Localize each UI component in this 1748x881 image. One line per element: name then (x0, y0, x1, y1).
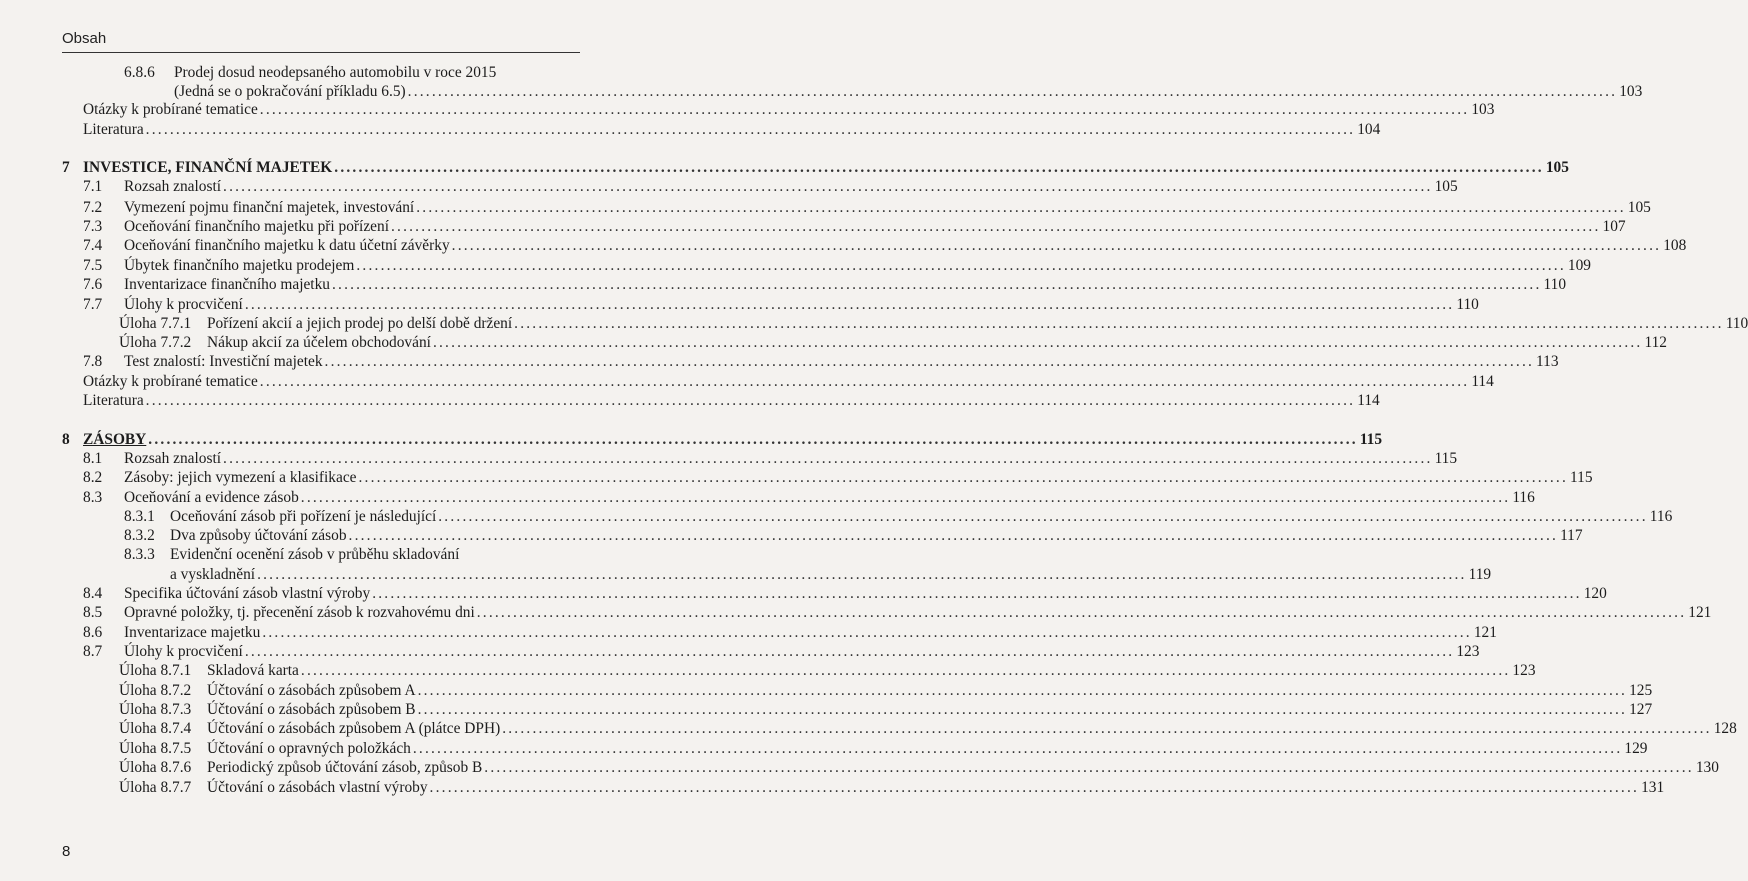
toc-entry (83, 101, 1495, 119)
dot-leader: ........................................................................................................................................................................................................ (484, 759, 1694, 776)
toc-entry (124, 508, 1673, 526)
toc-entry-number: Úloha 8.7.1 (119, 662, 192, 679)
toc-entry (119, 740, 1648, 758)
toc-entry-title: Účtování o zásobách vlastní výroby (207, 779, 428, 796)
toc-entry-number: 8.5 (83, 604, 103, 621)
dot-leader: ........................................................................................................................................................................................................ (334, 159, 1544, 176)
toc-entry-title: Účtování o opravných položkách (207, 740, 411, 757)
toc-entry-page: 120 (1583, 585, 1607, 602)
toc-entry-number: 7.6 (83, 276, 103, 293)
toc-entry-number: 8.3.1 (124, 508, 155, 525)
toc-entry-title: Otázky k probírané tematice (83, 101, 258, 118)
toc-entry-title: Inventarizace finančního majetku (124, 276, 330, 293)
toc-entry-title: Evidenční ocenění zásob v průběhu skladování (170, 546, 460, 563)
dot-leader: ........................................................................................................................................................................................................ (417, 682, 1628, 699)
toc-entry-page: 113 (1536, 353, 1559, 370)
toc-entry-title: Úlohy k procvičení (124, 296, 243, 313)
toc-entry-title: Úlohy k procvičení (124, 643, 243, 660)
toc-entry (62, 431, 1383, 449)
toc-entry-number: 7 (62, 159, 70, 176)
toc-entry (83, 353, 1559, 371)
dot-leader: ........................................................................................................................................................................................................ (223, 178, 1433, 195)
toc-entry (83, 604, 1712, 622)
toc-entry-number: 8.1 (83, 450, 103, 467)
toc-entry-number: Úloha 8.7.3 (119, 701, 192, 718)
dot-leader: ........................................................................................................................................................................................................ (145, 121, 1356, 138)
toc-entry-title: Specifika účtování zásob vlastní výroby (124, 585, 371, 602)
dot-leader: ........................................................................................................................................................................................................ (300, 489, 1511, 506)
toc-entry (83, 237, 1687, 255)
toc-entry-number: 8.4 (83, 585, 103, 602)
toc-entry-number: Úloha 8.7.4 (119, 720, 192, 737)
toc-entry-page: 123 (1512, 662, 1536, 679)
toc-entry-number: 8.3.3 (124, 546, 155, 563)
toc-entry-title: Literatura (83, 121, 144, 138)
toc-entry (119, 720, 1737, 738)
toc-entry (83, 373, 1494, 391)
toc-entry-title: Dva způsoby účtování zásob (170, 527, 347, 544)
toc-entry-page: 130 (1695, 759, 1719, 776)
dot-leader: ........................................................................................................................................................................................................ (432, 334, 1643, 351)
toc-entry-page: 129 (1624, 740, 1648, 757)
toc-entry (124, 546, 578, 564)
toc-entry (124, 527, 1583, 545)
toc-entry-number: 7.3 (83, 218, 103, 235)
toc-entry (83, 450, 1458, 468)
toc-entry-title: Inventarizace majetku (124, 624, 261, 641)
dot-leader: ........................................................................................................................................................................................................ (451, 237, 1662, 254)
toc-entry-title: a vyskladnění (170, 566, 256, 583)
dot-leader: ........................................................................................................................................................................................................ (429, 779, 1640, 796)
dot-leader: ........................................................................................................................................................................................................ (262, 624, 1472, 641)
dot-leader: ........................................................................................................................................................................................................ (416, 199, 1626, 216)
toc-entry-number: Úloha 8.7.2 (119, 682, 192, 699)
toc-entry-page: 115 (1359, 431, 1383, 448)
dot-leader: ........................................................................................................................................................................................................ (502, 720, 1712, 737)
toc-entry-page: 116 (1512, 489, 1535, 506)
toc-entry-page: 110 (1543, 276, 1567, 293)
dot-leader: ........................................................................................................................................................................................................ (372, 585, 1582, 602)
toc-entry (119, 682, 1653, 700)
toc-entry-page: 105 (1627, 199, 1651, 216)
toc-entry-number: 8.3.2 (124, 527, 155, 544)
dot-leader: ........................................................................................................................................................................................................ (476, 604, 1687, 621)
toc-entry-title: Oceňování a evidence zásob (124, 489, 299, 506)
toc-entry-page: 121 (1473, 624, 1497, 641)
toc-entry (119, 334, 1667, 352)
toc-entry-page: 114 (1471, 373, 1494, 390)
toc-entry (83, 624, 1497, 642)
toc-entry (119, 662, 1536, 680)
toc-entry-title: Test znalostí: Investiční majetek (124, 353, 323, 370)
toc-entry-page: 109 (1567, 257, 1591, 274)
toc-entry-title: Skladová karta (207, 662, 299, 679)
toc-entry (83, 296, 1479, 314)
toc-entry-number: 8.6 (83, 624, 103, 641)
toc-entry-title: Prodej dosud neodepsaného automobilu v roce 2015 (174, 64, 497, 81)
toc-entry-number: Úloha 8.7.7 (119, 779, 192, 796)
toc-entry-page: 108 (1663, 237, 1687, 254)
toc-entry-title: Pořízení akcií a jejich prodej po delší době držení (207, 315, 513, 332)
toc-entry-title: Oceňování finančního majetku při pořízení (124, 218, 389, 235)
dot-leader: ........................................................................................................................................................................................................ (331, 276, 1542, 293)
dot-leader: ........................................................................................................................................................................................................ (148, 431, 1358, 448)
toc-entry-number: 6.8.6 (124, 64, 155, 81)
dot-leader: ........................................................................................................................................................................................................ (407, 83, 1618, 100)
toc-entry (83, 121, 1381, 139)
toc-entry-page: 114 (1357, 392, 1380, 409)
toc-entry (119, 315, 1748, 333)
toc-entry-title: Rozsah znalostí (124, 450, 222, 467)
toc-entry-page: 103 (1471, 101, 1495, 118)
toc-entry-title: Literatura (83, 392, 144, 409)
toc-entry-number: 7.1 (83, 178, 103, 195)
toc-entry (83, 392, 1380, 410)
toc-entry-title: INVESTICE, FINANČNÍ MAJETEK (83, 159, 333, 176)
toc-entry (83, 199, 1651, 217)
toc-entry-title: Úbytek finančního majetku prodejem (124, 257, 355, 274)
toc-entry-number: 7.2 (83, 199, 103, 216)
toc-entry-number: 7.5 (83, 257, 103, 274)
toc-entry-title: Účtování o zásobách způsobem A (207, 682, 416, 699)
toc-entry (83, 257, 1591, 275)
toc-entry-number: Úloha 7.7.1 (119, 315, 192, 332)
toc-entry-page: 127 (1629, 701, 1653, 718)
toc-entry-page: 123 (1456, 643, 1480, 660)
dot-leader: ........................................................................................................................................................................................................ (257, 566, 1467, 583)
toc-entry-number: 7.4 (83, 237, 103, 254)
toc-entry (83, 276, 1567, 294)
toc-entry-title: (Jedná se o pokračování příkladu 6.5) (174, 83, 406, 100)
toc-entry-number: 7.8 (83, 353, 103, 370)
toc-entry-number: Úloha 8.7.5 (119, 740, 192, 757)
toc-entry-page: 128 (1713, 720, 1737, 737)
toc-entry (83, 469, 1593, 487)
toc-entry-title: Nákup akcií za účelem obchodování (207, 334, 431, 351)
toc-entry-page: 116 (1649, 508, 1673, 525)
dot-leader: ........................................................................................................................................................................................................ (514, 315, 1724, 332)
header-rule (62, 52, 580, 53)
toc-entry (124, 64, 578, 82)
toc-entry-page: 104 (1357, 121, 1381, 138)
toc-entry (83, 643, 1480, 661)
toc-entry-page: 115 (1434, 450, 1458, 467)
toc-entry-number: 8.2 (83, 469, 103, 486)
toc-entry-page: 131 (1641, 779, 1665, 796)
toc-entry-page: 105 (1434, 178, 1458, 195)
dot-leader: ........................................................................................................................................................................................................ (438, 508, 1648, 525)
dot-leader: ........................................................................................................................................................................................................ (390, 218, 1601, 235)
toc-entry (119, 779, 1665, 797)
toc-entry-page: 110 (1725, 315, 1748, 332)
toc-entry-title: Oceňování finančního majetku k datu účetní závěrky (124, 237, 450, 254)
toc-entry-title: Vymezení pojmu finanční majetek, investování (124, 199, 415, 216)
dot-leader: ........................................................................................................................................................................................................ (324, 353, 1535, 370)
toc-entry-number: 7.7 (83, 296, 103, 313)
toc-entry-page: 121 (1688, 604, 1712, 621)
dot-leader: ........................................................................................................................................................................................................ (300, 662, 1511, 679)
toc-entry-page: 107 (1602, 218, 1626, 235)
dot-leader: ........................................................................................................................................................................................................ (348, 527, 1559, 544)
toc-entry-page: 125 (1629, 682, 1653, 699)
dot-leader: ........................................................................................................................................................................................................ (244, 296, 1455, 313)
toc-entry-page: 105 (1545, 159, 1569, 176)
toc-entry-page: 110 (1456, 296, 1479, 313)
toc-entry-number: 8.3 (83, 489, 103, 506)
toc-entry (83, 489, 1535, 507)
toc-entry-number: 8 (62, 431, 70, 448)
toc-entry (119, 701, 1653, 719)
toc-entry-title: Účtování o zásobách způsobem A (plátce DPH) (207, 720, 501, 737)
dot-leader: ........................................................................................................................................................................................................ (223, 450, 1433, 467)
toc-entry-title: Zásoby: jejich vymezení a klasifikace (124, 469, 357, 486)
dot-leader: ........................................................................................................................................................................................................ (358, 469, 1569, 486)
dot-leader: ........................................................................................................................................................................................................ (244, 643, 1455, 660)
toc-entry (83, 218, 1626, 236)
dot-leader: ........................................................................................................................................................................................................ (417, 701, 1628, 718)
dot-leader: ........................................................................................................................................................................................................ (412, 740, 1623, 757)
dot-leader: ........................................................................................................................................................................................................ (259, 101, 1470, 118)
toc-entry-page: 119 (1468, 566, 1492, 583)
toc-entry-title: ZÁSOBY (83, 431, 147, 448)
toc-entry-title: Otázky k probírané tematice (83, 373, 258, 390)
toc-entry-page: 112 (1644, 334, 1667, 351)
running-head: Obsah (62, 30, 107, 47)
toc-entry-title: Oceňování zásob při pořízení je následující (170, 508, 437, 525)
toc-entry-title: Rozsah znalostí (124, 178, 222, 195)
toc-entry-number: Úloha 8.7.6 (119, 759, 192, 776)
toc-entry-page: 117 (1560, 527, 1583, 544)
toc-entry-page: 115 (1570, 469, 1593, 486)
toc-entry-title: Opravné položky, tj. přecenění zásob k rozvahovému dni (124, 604, 475, 621)
toc-entry (124, 566, 1492, 584)
toc-entry (83, 178, 1458, 196)
toc-entry (119, 759, 1719, 777)
toc-entry-title: Periodický způsob účtování zásob, způsob B (207, 759, 483, 776)
toc-entry (124, 83, 1643, 101)
toc-entry-page: 103 (1619, 83, 1643, 100)
toc-entry-number: 8.7 (83, 643, 103, 660)
toc-entry-title: Účtování o zásobách způsobem B (207, 701, 416, 718)
page-number: 8 (62, 843, 71, 860)
dot-leader: ........................................................................................................................................................................................................ (356, 257, 1566, 274)
toc-entry (83, 585, 1607, 603)
toc-entry-number: Úloha 7.7.2 (119, 334, 192, 351)
dot-leader: ........................................................................................................................................................................................................ (145, 392, 1356, 409)
dot-leader: ........................................................................................................................................................................................................ (259, 373, 1470, 390)
toc-entry (62, 159, 1569, 177)
